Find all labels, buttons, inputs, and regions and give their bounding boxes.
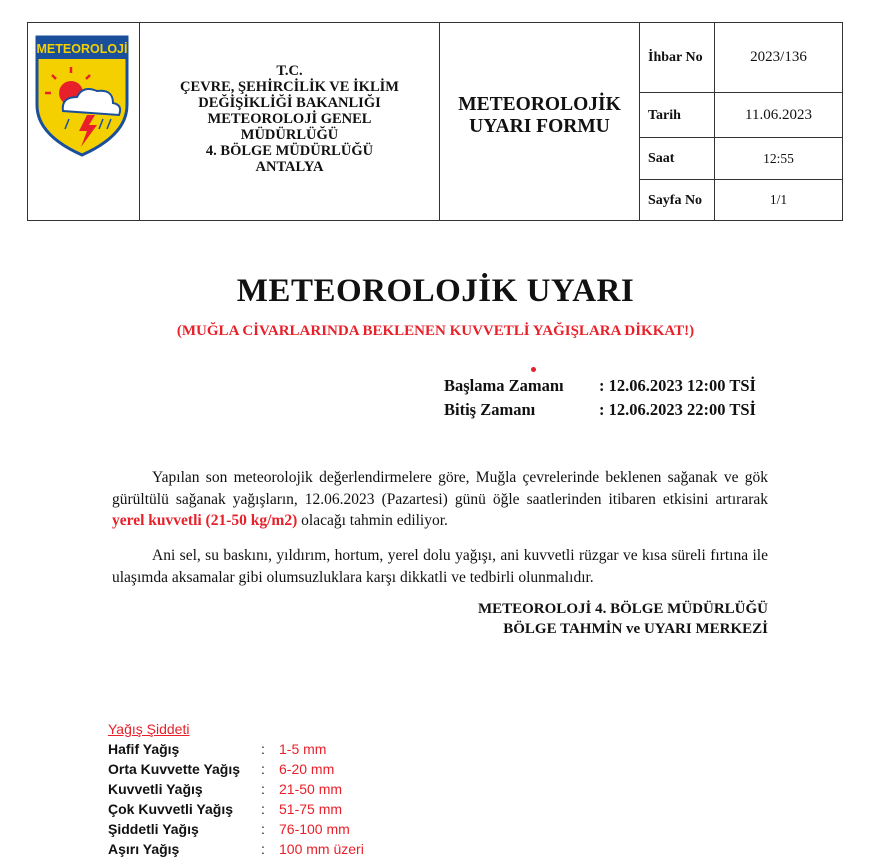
legend-value: 6-20 mm: [279, 761, 335, 777]
meta-value: 12:55: [763, 150, 794, 166]
legend-separator: :: [261, 761, 265, 777]
meta-label: Saat: [640, 138, 715, 179]
end-time-value: : 12.06.2023 22:00 TSİ: [599, 400, 756, 419]
paragraph-text: Yapılan son meteorolojik değerlendirmelere göre, Muğla çevrelerinde beklenen sağanak ve gök gürültülü sağanak yağışların, 12.06.2023 (Pazartesi) günü öğle saatlerinden itibaren etkisini artırarak: [112, 469, 768, 508]
legend-name: Çok Kuvvetli Yağış: [108, 801, 234, 817]
signature-line: BÖLGE TAHMİN ve UYARI MERKEZİ: [503, 621, 768, 637]
legend-row: [108, 839, 364, 859]
legend-separator: :: [261, 801, 265, 817]
start-time-row: [444, 376, 756, 396]
intensity-highlight: yerel kuvvetli (21-50 kg/m2): [112, 512, 298, 529]
caution-paragraph: Ani sel, su baskını, yıldırım, hortum, yerel dolu yağışı, ani kuvvetli rüzgar ve kısa süreli fırtına ile ulaşımda aksamalar gibi olumsuzluklara karşı dikkatli ve tedbirli olunmalıdır.: [112, 547, 768, 586]
meta-row-saat: [640, 138, 842, 180]
legend-name: Aşırı Yağış: [108, 841, 180, 857]
legend-separator: :: [261, 821, 265, 837]
legend-title: Yağış Şiddeti: [108, 721, 190, 737]
org-line: ANTALYA: [255, 158, 324, 175]
bullet-dot-icon: [531, 367, 536, 372]
meta-value: 2023/136: [750, 49, 807, 65]
legend-name: Kuvvetli Yağış: [108, 781, 203, 797]
legend-row: [108, 779, 364, 799]
legend-separator: :: [261, 841, 265, 857]
legend-name: Hafif Yağış: [108, 741, 180, 757]
legend-name: Şiddetli Yağış: [108, 821, 199, 837]
organization-cell: [140, 23, 440, 220]
org-line: 4. BÖLGE MÜDÜRLÜĞÜ: [205, 142, 374, 159]
meta-row-tarih: [640, 93, 842, 138]
meta-value: 1/1: [769, 192, 788, 207]
meta-label: Sayfa No: [640, 180, 715, 220]
legend-value: 1-5 mm: [279, 741, 327, 757]
signature-line: METEOROLOJİ 4. BÖLGE MÜDÜRLÜĞÜ: [477, 601, 768, 617]
meteoroloji-logo-icon: [33, 35, 131, 157]
meta-cell: [640, 23, 842, 220]
legend-row: [108, 739, 364, 759]
legend-row: [108, 799, 364, 819]
legend-separator: :: [261, 781, 265, 797]
form-title-cell: [440, 23, 640, 220]
legend-value: 100 mm üzeri: [279, 841, 364, 857]
rain-intensity-legend: [108, 721, 364, 859]
legend-separator: :: [261, 741, 265, 757]
header-form-table: [27, 22, 843, 221]
end-time-label: Bitiş Zamanı: [444, 400, 536, 419]
legend-row: [108, 759, 364, 779]
org-line: ÇEVRE, ŞEHİRCİLİK VE İKLİM: [180, 78, 399, 95]
legend-row: [108, 819, 364, 839]
meta-row-ihbar-no: [640, 23, 842, 93]
meta-value: 11.06.2023: [745, 106, 812, 123]
warning-subtitle: (MUĞLA CİVARLARINDA BEKLENEN KUVVETLİ YAĞIŞLARA DİKKAT!): [176, 323, 695, 339]
end-time-row: [444, 400, 756, 420]
start-time-label: Başlama Zamanı: [444, 376, 564, 395]
logo-text: METEOROLOJİ: [36, 42, 128, 56]
organization-name: [180, 63, 399, 175]
org-line: DEĞİŞİKLİĞİ BAKANLIĞI: [198, 94, 381, 111]
org-line: T.C.: [276, 62, 303, 79]
legend-value: 76-100 mm: [279, 821, 350, 837]
legend-value: 51-75 mm: [279, 801, 343, 817]
legend-name: Orta Kuvvette Yağış: [108, 761, 241, 777]
start-time-value: : 12.06.2023 12:00 TSİ: [599, 376, 756, 395]
org-line: METEOROLOJİ GENEL: [207, 110, 372, 127]
form-title-line: UYARI FORMU: [469, 115, 610, 137]
meta-label: Tarih: [640, 93, 715, 137]
legend-value: 21-50 mm: [279, 781, 343, 797]
meta-label: İhbar No: [640, 23, 715, 92]
meta-row-sayfa-no: [640, 180, 842, 220]
org-line: MÜDÜRLÜĞÜ: [240, 126, 339, 143]
warning-title: METEOROLOJİK UYARI: [236, 273, 635, 309]
logo-cell: [28, 23, 140, 220]
form-title-line: METEOROLOJİK: [458, 93, 621, 115]
paragraph-text: olacağı tahmin ediliyor.: [297, 512, 448, 529]
forecast-paragraph: [112, 467, 768, 532]
form-title: [458, 94, 621, 138]
